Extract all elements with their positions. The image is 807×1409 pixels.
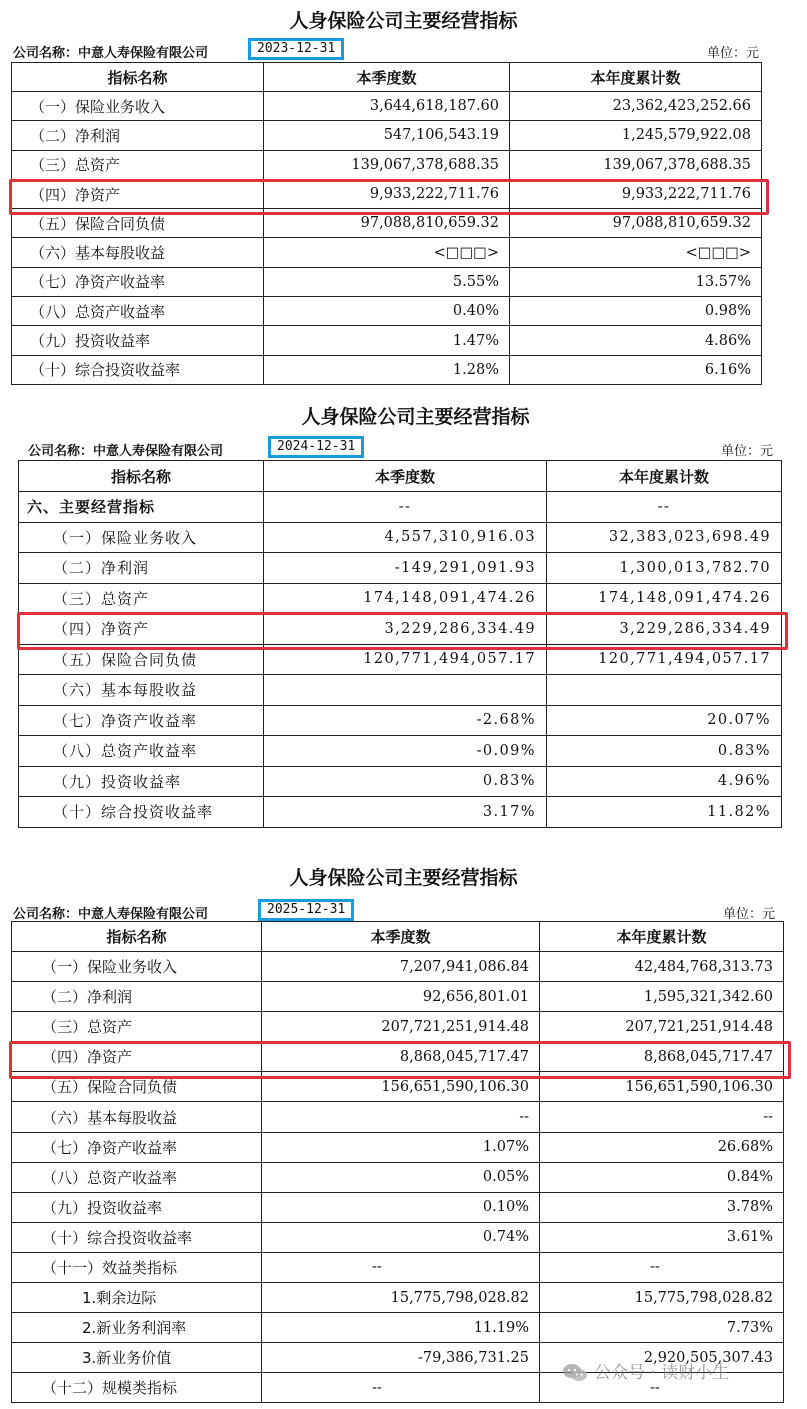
annual-value: 42,484,768,313.73 — [540, 952, 784, 982]
annual-value: 32,383,023,698.49 — [547, 522, 782, 553]
indicator-table — [11, 921, 784, 1403]
unit-label: 单位：元 — [706, 46, 759, 61]
annual-value: 2,920,505,307.43 — [540, 1343, 784, 1373]
annual-value: 1,245,579,922.08 — [510, 121, 762, 150]
table-row — [19, 583, 782, 614]
indicator-name: （五）保险合同负债 — [12, 1072, 262, 1102]
indicator-name: （三）总资产 — [19, 583, 264, 614]
annual-value: 1,595,321,342.60 — [540, 982, 784, 1012]
quarter-value: 139,067,378,688.35 — [264, 150, 510, 179]
annual-value: 8,868,045,717.47 — [540, 1042, 784, 1072]
quarter-value: 9,933,222,711.76 — [264, 179, 510, 208]
quarter-value: 0.83% — [264, 766, 547, 797]
table-row — [12, 1283, 784, 1313]
annual-value: -- — [540, 1373, 784, 1403]
company-name: 公司名称：中意人寿保险有限公司 — [13, 907, 209, 922]
indicator-name: （七）净资产收益率 — [12, 267, 264, 296]
table-row — [19, 614, 782, 645]
indicator-name: （十一）效益类指标 — [12, 1252, 262, 1282]
quarter-value: 0.05% — [262, 1162, 540, 1192]
indicator-name: （七）净资产收益率 — [12, 1132, 262, 1162]
indicator-name: （四）净资产 — [19, 614, 264, 645]
indicator-name: 3.新业务价值 — [12, 1343, 262, 1373]
table-row — [12, 297, 762, 326]
annual-value — [547, 675, 782, 706]
table-row — [19, 736, 782, 767]
unit-label: 单位：元 — [722, 907, 775, 922]
indicator-name: （八）总资产收益率 — [19, 736, 264, 767]
table-row — [12, 1162, 784, 1192]
indicator-name: 2.新业务利润率 — [12, 1313, 262, 1343]
indicator-name: （九）投资收益率 — [12, 326, 264, 355]
annual-value: 4.96% — [547, 766, 782, 797]
indicator-name: （十）综合投资收益率 — [12, 355, 264, 384]
column-header: 本季度数 — [264, 63, 510, 92]
indicator-name: （二）净利润 — [12, 121, 264, 150]
table-row — [12, 267, 762, 296]
annual-value: 3.78% — [540, 1192, 784, 1222]
table-row — [12, 355, 762, 384]
quarter-value: 1.07% — [262, 1132, 540, 1162]
quarter-value: 547,106,543.19 — [264, 121, 510, 150]
report-date: 2025-12-31 — [258, 899, 354, 921]
indicator-name: 1.剩余边际 — [12, 1283, 262, 1313]
indicator-name: （四）净资产 — [12, 179, 264, 208]
table-row — [12, 1313, 784, 1343]
column-header: 本年度累计数 — [510, 63, 762, 92]
table-row — [12, 1222, 784, 1252]
table-row — [12, 982, 784, 1012]
annual-value: 26.68% — [540, 1132, 784, 1162]
report-date: 2023-12-31 — [248, 38, 344, 60]
table-row — [12, 121, 762, 150]
quarter-value: 5.55% — [264, 267, 510, 296]
indicator-name: （四）净资产 — [12, 1042, 262, 1072]
quarter-value: 207,721,251,914.48 — [262, 1012, 540, 1042]
quarter-value: 174,148,091,474.26 — [264, 583, 547, 614]
table-row — [12, 209, 762, 238]
quarter-value: 15,775,798,028.82 — [262, 1283, 540, 1313]
quarter-value: 0.10% — [262, 1192, 540, 1222]
indicator-name: （六）基本每股收益 — [19, 675, 264, 706]
table-row — [12, 952, 784, 982]
table-row — [12, 179, 762, 208]
column-header: 指标名称 — [12, 922, 262, 952]
quarter-value: -2.68% — [264, 705, 547, 736]
quarter-value: -149,291,091.93 — [264, 553, 547, 584]
indicator-name: （二）净利润 — [12, 982, 262, 1012]
indicator-name: （九）投资收益率 — [12, 1192, 262, 1222]
table-row — [12, 1012, 784, 1042]
quarter-value: 0.40% — [264, 297, 510, 326]
indicator-name: （二）净利润 — [19, 553, 264, 584]
quarter-value: 8,868,045,717.47 — [262, 1042, 540, 1072]
indicator-table — [18, 460, 782, 828]
table-row — [19, 705, 782, 736]
quarter-value: <□□□> — [264, 238, 510, 267]
table-row — [19, 675, 782, 706]
indicator-name: （三）总资产 — [12, 150, 264, 179]
column-header: 指标名称 — [19, 461, 264, 492]
annual-value: 174,148,091,474.26 — [547, 583, 782, 614]
annual-value: -- — [540, 1252, 784, 1282]
quarter-value: -0.09% — [264, 736, 547, 767]
table-row — [19, 492, 782, 523]
annual-value: <□□□> — [510, 238, 762, 267]
annual-value: 6.16% — [510, 355, 762, 384]
indicator-name: （五）保险合同负债 — [12, 209, 264, 238]
quarter-value: -- — [262, 1252, 540, 1282]
column-header: 本季度数 — [262, 922, 540, 952]
indicator-name: （八）总资产收益率 — [12, 1162, 262, 1192]
annual-value: 0.83% — [547, 736, 782, 767]
quarter-value: 97,088,810,659.32 — [264, 209, 510, 238]
indicator-name: （十）综合投资收益率 — [19, 797, 264, 828]
annual-value: 13.57% — [510, 267, 762, 296]
watermark — [562, 1358, 729, 1383]
company-name: 公司名称：中意人寿保险有限公司 — [28, 444, 224, 459]
annual-value: 0.84% — [540, 1162, 784, 1192]
report-date: 2024-12-31 — [268, 436, 364, 458]
watermark-text: 公众号 · 读财小生 — [594, 1363, 730, 1383]
quarter-value: 1.47% — [264, 326, 510, 355]
quarter-value: -- — [262, 1373, 540, 1403]
table-row — [19, 522, 782, 553]
table-row — [19, 553, 782, 584]
indicator-name: （五）保险合同负债 — [19, 644, 264, 675]
quarter-value: 3,644,618,187.60 — [264, 92, 510, 121]
indicator-table — [11, 62, 762, 385]
indicator-name: （一）保险业务收入 — [12, 92, 264, 121]
indicator-name: 六、主要经营指标 — [19, 492, 264, 523]
indicator-name: （八）总资产收益率 — [12, 297, 264, 326]
indicator-name: （三）总资产 — [12, 1012, 262, 1042]
annual-value: 4.86% — [510, 326, 762, 355]
annual-value: 7.73% — [540, 1313, 784, 1343]
quarter-value: -79,386,731.25 — [262, 1343, 540, 1373]
annual-value: -- — [547, 492, 782, 523]
table-row — [12, 1072, 784, 1102]
quarter-value: 1.28% — [264, 355, 510, 384]
quarter-value: 0.74% — [262, 1222, 540, 1252]
annual-value: 11.82% — [547, 797, 782, 828]
annual-value: 207,721,251,914.48 — [540, 1012, 784, 1042]
quarter-value: 92,656,801.01 — [262, 982, 540, 1012]
indicator-name: （一）保险业务收入 — [19, 522, 264, 553]
unit-label: 单位：元 — [720, 444, 773, 459]
quarter-value: 4,557,310,916.03 — [264, 522, 547, 553]
quarter-value: 3.17% — [264, 797, 547, 828]
annual-value: 120,771,494,057.17 — [547, 644, 782, 675]
annual-value: 3.61% — [540, 1222, 784, 1252]
annual-value: 1,300,013,782.70 — [547, 553, 782, 584]
indicator-name: （一）保险业务收入 — [12, 952, 262, 982]
report-title: 人身保险公司主要经营指标 — [289, 867, 518, 889]
quarter-value: 3,229,286,334.49 — [264, 614, 547, 645]
indicator-name: （六）基本每股收益 — [12, 1102, 262, 1132]
column-header: 本季度数 — [264, 461, 547, 492]
quarter-value: -- — [264, 492, 547, 523]
table-row — [12, 1192, 784, 1222]
wechat-icon — [562, 1363, 588, 1383]
company-name: 公司名称：中意人寿保险有限公司 — [13, 46, 209, 61]
column-header: 指标名称 — [12, 63, 264, 92]
indicator-name: （七）净资产收益率 — [19, 705, 264, 736]
annual-value: -- — [540, 1102, 784, 1132]
table-row — [12, 1252, 784, 1282]
indicator-name: （九）投资收益率 — [19, 766, 264, 797]
quarter-value — [264, 675, 547, 706]
annual-value: 3,229,286,334.49 — [547, 614, 782, 645]
table-row — [19, 766, 782, 797]
table-row — [19, 797, 782, 828]
quarter-value: 7,207,941,086.84 — [262, 952, 540, 982]
table-row — [12, 92, 762, 121]
table-row — [12, 1102, 784, 1132]
report-title: 人身保险公司主要经营指标 — [289, 10, 518, 32]
annual-value: 15,775,798,028.82 — [540, 1283, 784, 1313]
quarter-value: 120,771,494,057.17 — [264, 644, 547, 675]
annual-value: 156,651,590,106.30 — [540, 1072, 784, 1102]
quarter-value: -- — [262, 1102, 540, 1132]
annual-value: 97,088,810,659.32 — [510, 209, 762, 238]
annual-value: 139,067,378,688.35 — [510, 150, 762, 179]
annual-value: 0.98% — [510, 297, 762, 326]
annual-value: 9,933,222,711.76 — [510, 179, 762, 208]
table-row — [12, 1132, 784, 1162]
table-row — [12, 1042, 784, 1072]
annual-value: 20.07% — [547, 705, 782, 736]
indicator-name: （十二）规模类指标 — [12, 1373, 262, 1403]
table-row — [12, 326, 762, 355]
column-header: 本年度累计数 — [547, 461, 782, 492]
table-row — [19, 644, 782, 675]
indicator-name: （十）综合投资收益率 — [12, 1222, 262, 1252]
annual-value: 23,362,423,252.66 — [510, 92, 762, 121]
quarter-value: 156,651,590,106.30 — [262, 1072, 540, 1102]
column-header: 本年度累计数 — [540, 922, 784, 952]
table-row — [12, 150, 762, 179]
indicator-name: （六）基本每股收益 — [12, 238, 264, 267]
quarter-value: 11.19% — [262, 1313, 540, 1343]
table-row — [12, 238, 762, 267]
report-title: 人身保险公司主要经营指标 — [301, 406, 530, 428]
